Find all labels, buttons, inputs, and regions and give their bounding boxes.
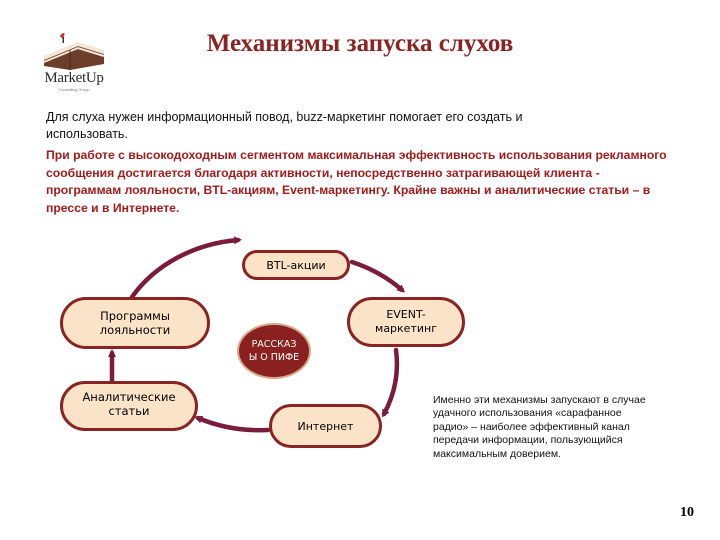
slide-title: Механизмы запуска слухов (206, 30, 514, 57)
logo-tagline: Consulting Group (58, 87, 90, 92)
intro-paragraph: Для слуха нужен информационный повод, buzz-маркетинг помогает его создать и использовать. (46, 110, 523, 141)
page-number: 10 (680, 505, 694, 520)
node-center-label: РАССКАЗ Ы О ПИФЕ (248, 339, 300, 363)
node-event-label: EVENT- маркетинг (375, 308, 437, 335)
cycle-arc-top-right (352, 262, 402, 290)
cycle-arc-top-left (132, 240, 238, 297)
accent-paragraph: При работе с высокодоходным сегментом максимальная эффективность использования рекламного сообщения достигается благодаря активности, непосредственно затрагивающей клиента - программам лояльности, BTL-акциям, Event-маркетингу. Крайне важны и аналитические статьи – в прессе и в Интернете. (46, 148, 667, 215)
cycle-arc-right (384, 350, 397, 414)
node-btl-label: BTL-акции (266, 258, 326, 272)
side-note: Именно эти механизмы запускают в случае удачного использования «сарафанное радио» – наиболее эффективный канал передачи информации, пользующийся максимальным доверием. (433, 394, 646, 460)
node-event (347, 297, 465, 347)
cycle-arc-bottom (198, 418, 268, 430)
node-center (237, 323, 311, 379)
node-analytics-label: Аналитические статьи (82, 390, 176, 418)
node-btl (242, 250, 350, 280)
node-internet-label: Интернет (297, 419, 354, 433)
node-internet (269, 404, 382, 448)
node-loyalty (60, 297, 210, 349)
node-analytics (60, 381, 198, 431)
logo-text: MarketUp (44, 70, 104, 86)
node-loyalty-label: Программы лояльности (99, 309, 171, 337)
